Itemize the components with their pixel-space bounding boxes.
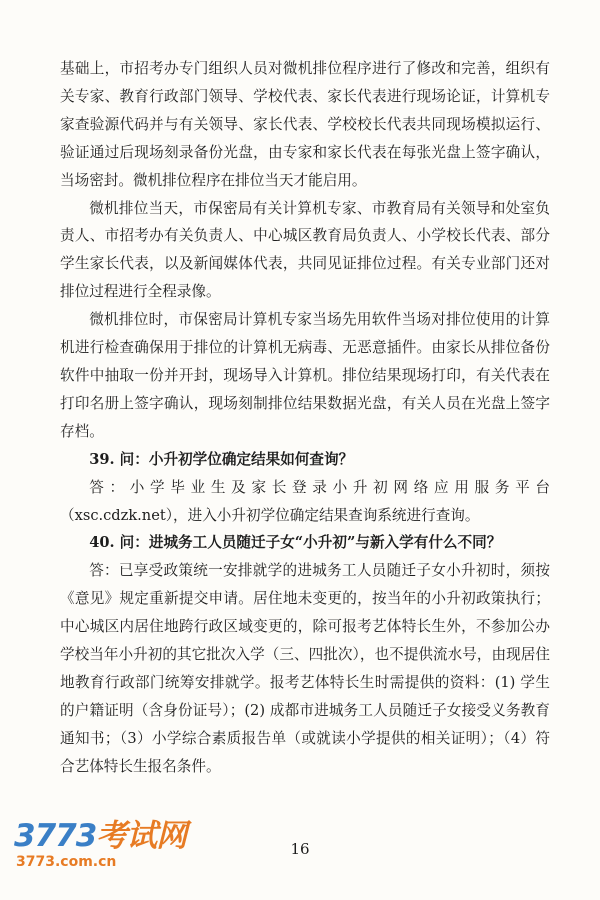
question-39-heading: 39. 问：小升初学位确定结果如何查询？ [89, 450, 354, 468]
watermark-logo-text: 考试网 [96, 818, 187, 854]
answer-40: 答：已享受政策统一安排就学的进城务工人员随迁子女小升初时，须按《意见》规定重新提交申请。居住地未变更的，按当年的小升初政策执行；中心城区内居住地跨行政区域变更的，除可报考艺体特长生外，不参加公办学校当年小升初的其它批次入学（三、四批次），也不提供流水号，由现居住地教育行政部门统筹安排就学。报考艺体特长生时需提供的资料：(1) 学生的户籍证明（含身份证号）；(2) 成都市进城务工人员随迁子女接受义务教育通知书；（3）小学综合素质报告单（或就读小学提供的相关证明）；（4）符合艺体特长生报名条件。 [60, 562, 550, 775]
body-text [60, 55, 550, 781]
answer-39: 答：小学毕业生及家长登录小升初网络应用服务平台（xsc.cdzk.net），进入小升初学位确定结果查询系统进行查询。 [60, 478, 550, 524]
watermark-logo [14, 818, 186, 854]
question-40-heading: 40. 问：进城务工人员随迁子女“小升初”与新入学有什么不同？ [89, 534, 502, 552]
paragraph-continuation: 基础上，市招考办专门组织人员对微机排位程序进行了修改和完善，组织有关专家、教育行政部门领导、学校代表、家长代表进行现场论证，计算机专家查验源代码并与有关领导、家长代表、学校校长代表共同现场模拟运行、验证通过后现场刻录备份光盘，由专家和家长代表在每张光盘上签字确认，当场密封。微机排位程序在排位当天才能启用。 [60, 60, 550, 189]
watermark [14, 818, 186, 870]
paragraph-lottery-process: 微机排位时，市保密局计算机专家当场先用软件当场对排位使用的计算机进行检查确保用于排位的计算机无病毒、无恶意插件。由家长从排位备份软件中抽取一份并开封，现场导入计算机。排位结果现场打印，有关代表在打印名册上签字确认，现场刻制排位结果数据光盘，有关人员在光盘上签字存档。 [60, 311, 550, 440]
watermark-logo-number: 3773 [14, 818, 97, 854]
paragraph-lottery-day: 微机排位当天，市保密局有关计算机专家、市教育局有关领导和处室负责人、市招考办有关负责人、中心城区教育局负责人、小学校长代表、部分学生家长代表，以及新闻媒体代表，共同见证排位过程。有关专业部门还对排位过程进行全程录像。 [60, 199, 550, 301]
watermark-url: 3773.com.cn [16, 854, 117, 870]
page-number: 16 [290, 840, 310, 858]
